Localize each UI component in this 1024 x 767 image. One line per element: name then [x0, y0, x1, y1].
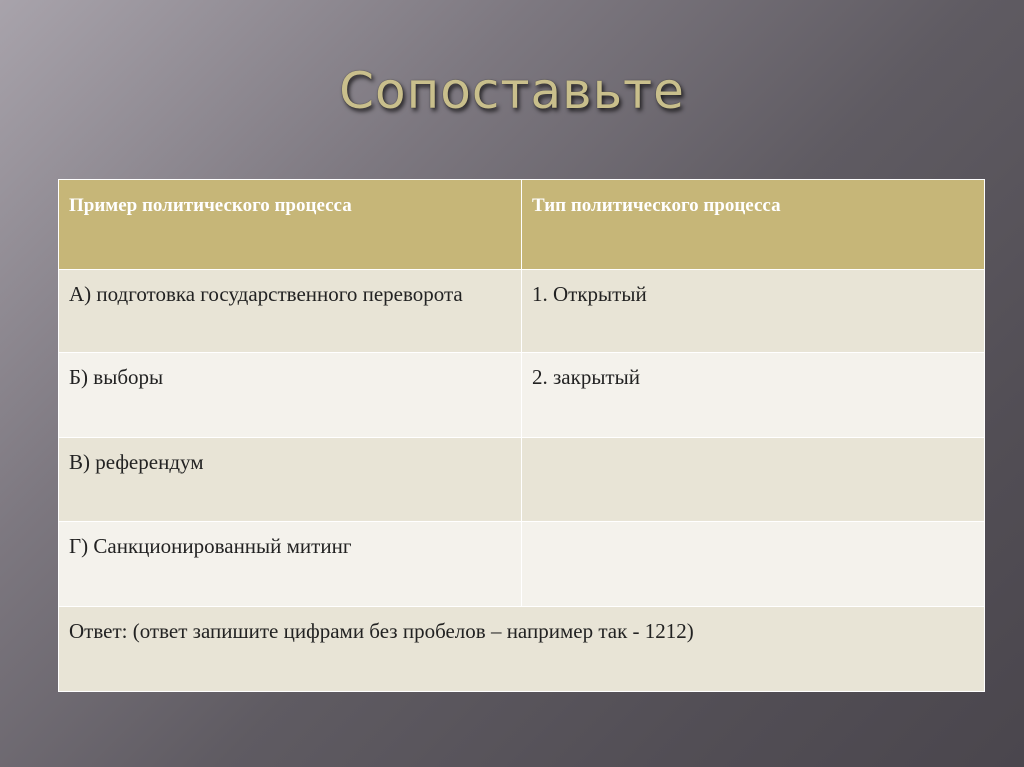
- cell-type: 1. Открытый: [522, 270, 985, 353]
- answer-row: [59, 607, 985, 692]
- table-row: [59, 522, 985, 607]
- cell-example: Б) выборы: [59, 353, 522, 438]
- cell-type: [522, 522, 985, 607]
- cell-type: 2. закрытый: [522, 353, 985, 438]
- table: [58, 179, 985, 692]
- cell-example: Г) Санкционированный митинг: [59, 522, 522, 607]
- table-header-row: [59, 180, 985, 270]
- table-row: [59, 438, 985, 522]
- table-row: [59, 353, 985, 438]
- table-row: [59, 270, 985, 353]
- cell-example: А) подготовка государственного переворота: [59, 270, 522, 353]
- header-cell-type: Тип политического процесса: [522, 180, 985, 270]
- answer-cell: Ответ: (ответ запишите цифрами без пробелов – например так - 1212): [59, 607, 985, 692]
- header-cell-example: Пример политического процесса: [59, 180, 522, 270]
- slide-title: Сопоставьте: [339, 62, 685, 120]
- cell-type: [522, 438, 985, 522]
- matching-table: [58, 179, 984, 692]
- cell-example: В) референдум: [59, 438, 522, 522]
